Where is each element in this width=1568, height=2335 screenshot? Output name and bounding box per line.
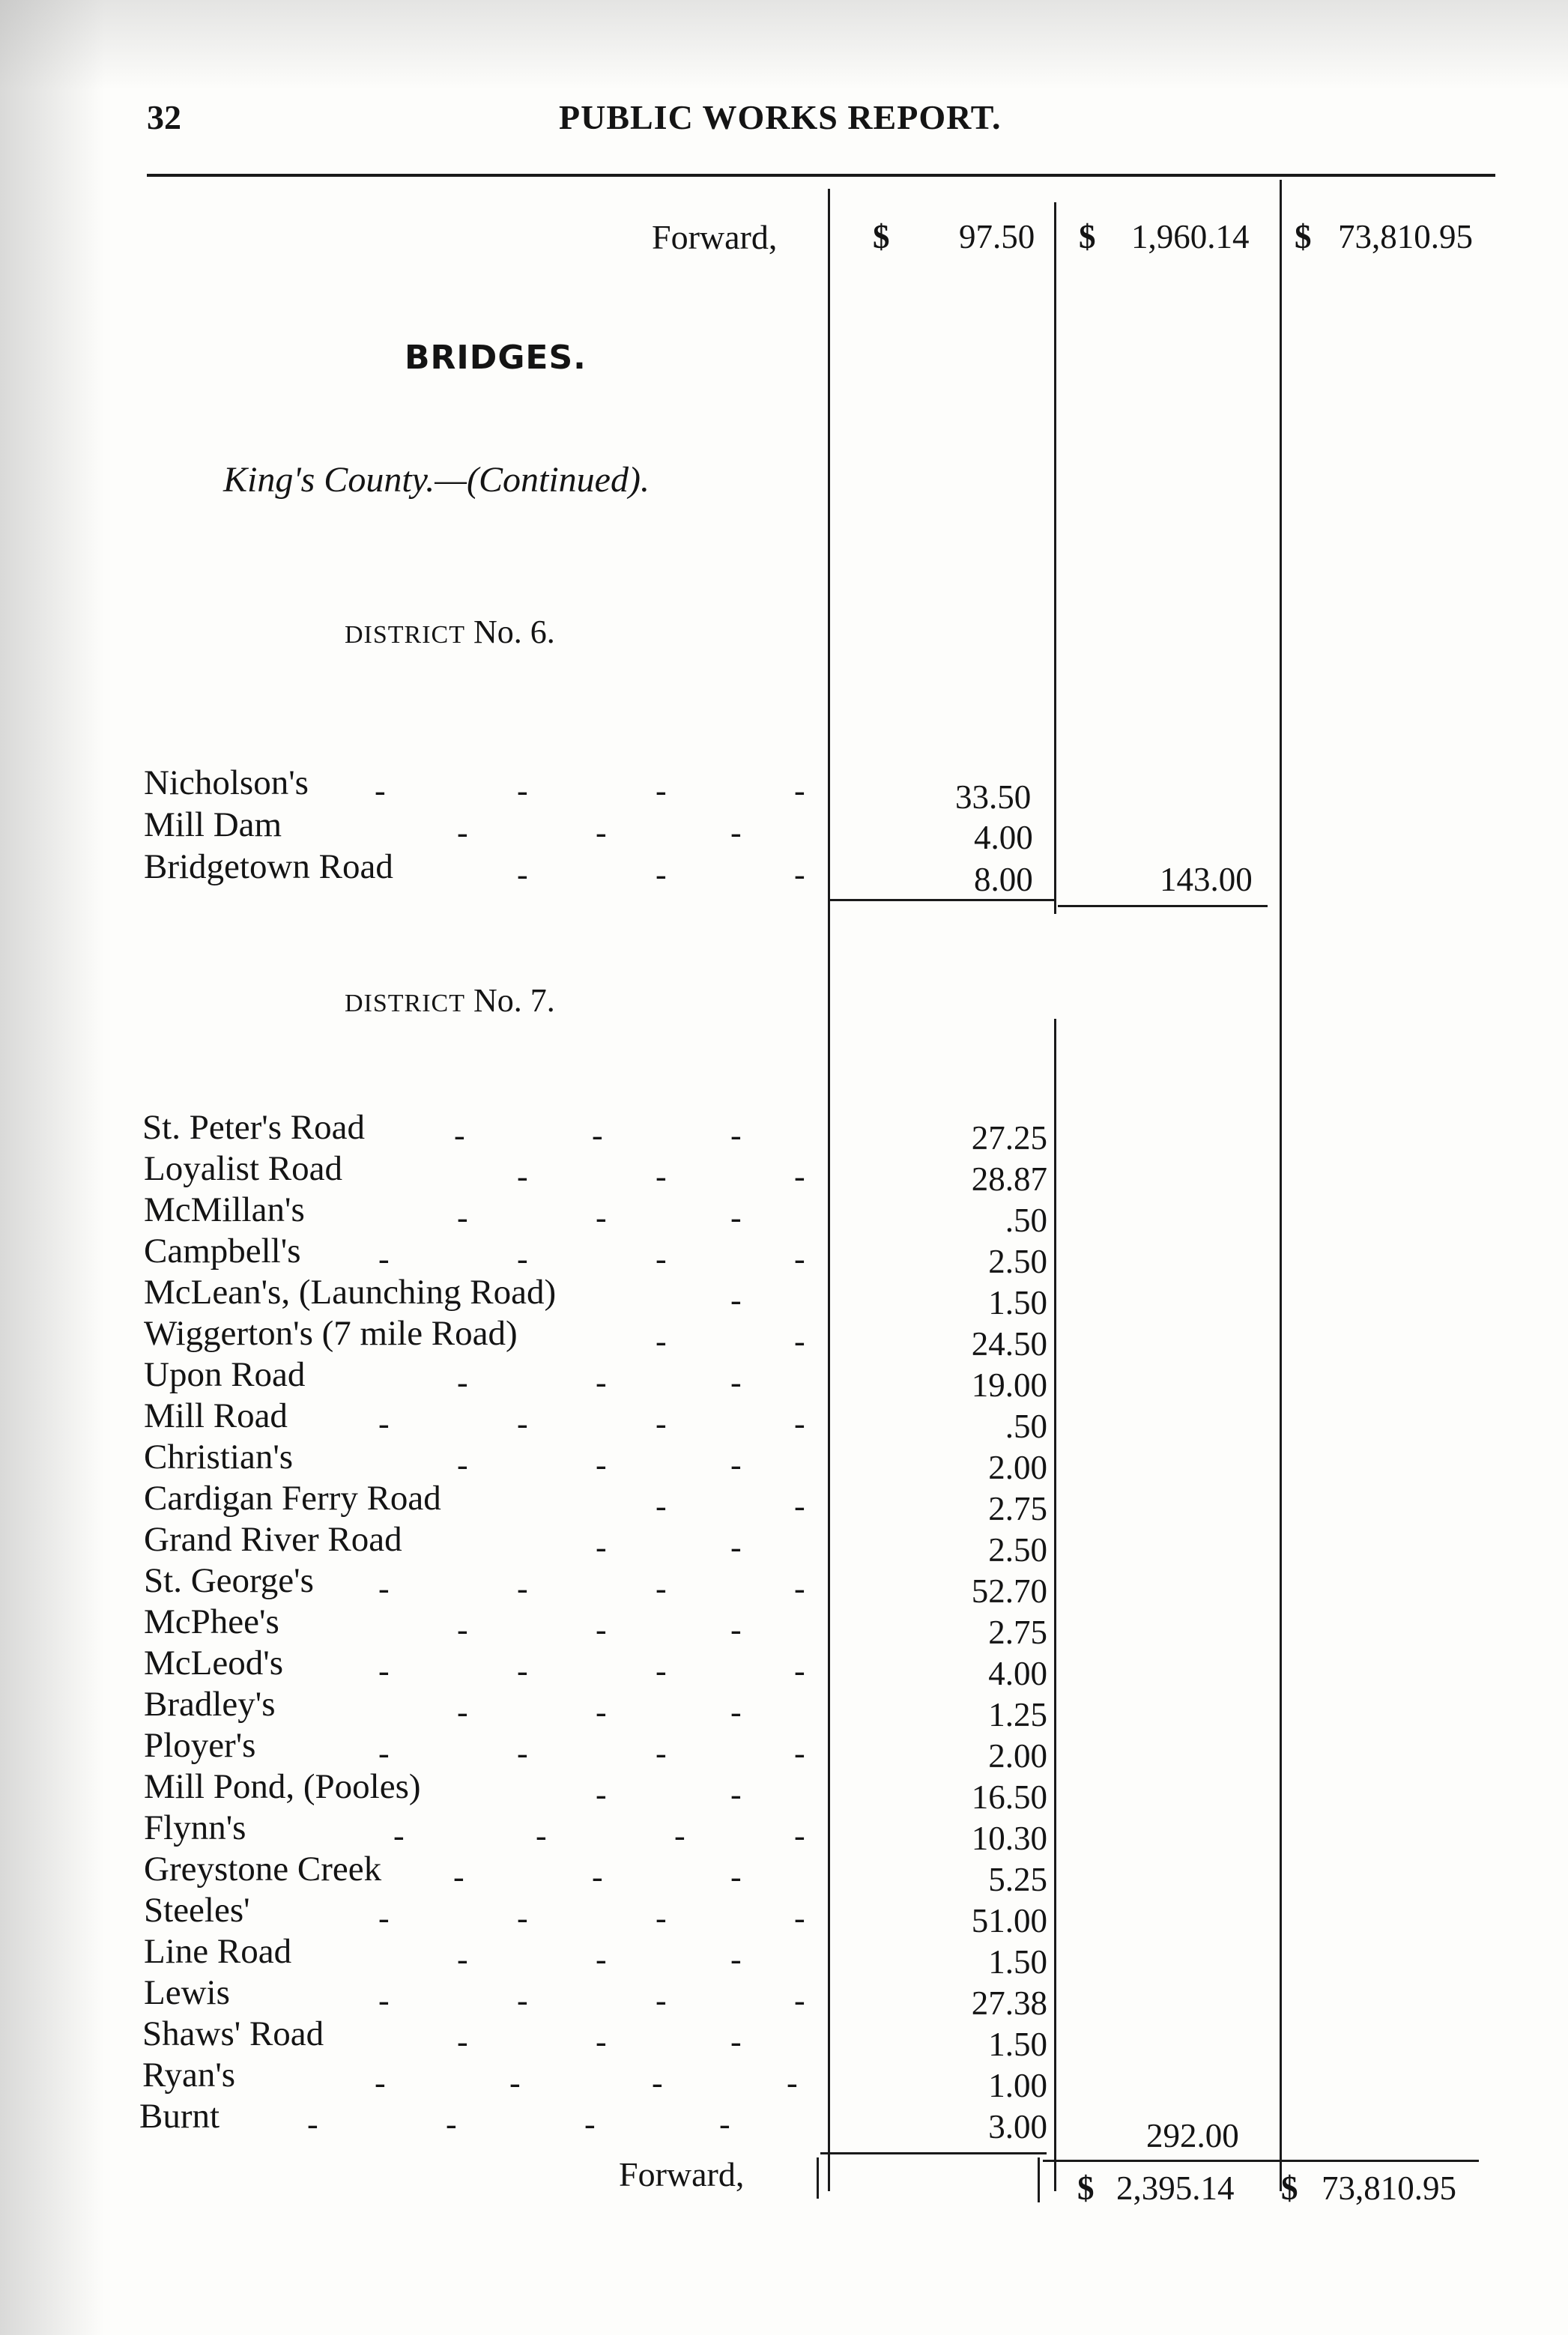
subsection-heading: King's County.—(Continued). — [223, 460, 650, 500]
item-amount: 24.50 — [971, 1325, 1047, 1363]
leader-dash: - — [794, 1817, 805, 1854]
item-amount: 1.00 — [988, 2067, 1047, 2104]
leader-dash: - — [453, 1859, 464, 1895]
leader-dash: - — [656, 1982, 667, 2019]
column-rule-2c — [1038, 2157, 1040, 2202]
scan-shadow — [0, 0, 105, 2335]
item-name: Cardigan Ferry Road — [144, 1479, 441, 1518]
item-name: McMillan's — [144, 1190, 305, 1229]
leader-dash: - — [517, 1158, 528, 1195]
item-name: Bradley's — [144, 1685, 276, 1724]
leader-dash: - — [378, 1405, 390, 1442]
leader-dash: - — [794, 1570, 805, 1607]
item-amount: 2.00 — [988, 1449, 1047, 1486]
forward-col2-value: 1,960.14 — [1131, 218, 1250, 255]
district-6-heading — [345, 613, 555, 651]
subtotal-rule — [1058, 905, 1268, 907]
item-name: Grand River Road — [144, 1520, 402, 1559]
leader-dash: - — [517, 856, 528, 893]
item-amount: 5.25 — [988, 1861, 1047, 1898]
item-amount: .50 — [1005, 1202, 1047, 1239]
column-rule-3 — [1280, 180, 1282, 2191]
district-label: DISTRICT — [345, 621, 465, 649]
item-name: Wiggerton's (7 mile Road) — [144, 1314, 518, 1353]
leader-dash: - — [730, 1199, 742, 1236]
leader-dash: - — [656, 1323, 667, 1360]
leader-dash: - — [375, 2065, 386, 2101]
leader-dash: - — [457, 1611, 468, 1648]
leader-dash: - — [730, 1447, 742, 1483]
leader-dash: - — [730, 1694, 742, 1730]
item-amount: 2.50 — [988, 1243, 1047, 1280]
leader-dash: - — [592, 1859, 603, 1895]
item-amount: 10.30 — [971, 1820, 1047, 1857]
item-amount: 52.70 — [971, 1572, 1047, 1610]
item-name: Upon Road — [144, 1355, 306, 1394]
leader-dash: - — [375, 772, 386, 809]
item-name: Loyalist Road — [144, 1149, 342, 1188]
dollar-sign: $ — [1079, 218, 1096, 255]
leader-dash: - — [674, 1817, 685, 1854]
item-amount: 1.50 — [988, 2026, 1047, 2063]
leader-dash: - — [509, 2065, 521, 2101]
leader-dash: - — [787, 2065, 798, 2101]
subtotal-rule — [1283, 2160, 1479, 2162]
item-name: Burnt — [139, 2097, 220, 2136]
leader-dash: - — [794, 1241, 805, 1277]
leader-dash: - — [517, 1405, 528, 1442]
dollar-sign: $ — [1281, 2169, 1298, 2207]
subtotal-rule — [820, 2152, 1047, 2154]
item-amount: 16.50 — [971, 1778, 1047, 1816]
leader-dash: - — [730, 1529, 742, 1566]
leader-dash: - — [656, 1488, 667, 1524]
item-name: Flynn's — [144, 1808, 246, 1847]
leader-dash: - — [596, 1447, 607, 1483]
leader-dash: - — [457, 814, 468, 851]
leader-dash: - — [517, 1570, 528, 1607]
dollar-sign: $ — [1077, 2169, 1095, 2207]
leader-dash: - — [378, 1570, 390, 1607]
leader-dash: - — [730, 1859, 742, 1895]
leader-dash: - — [457, 1941, 468, 1978]
leader-dash: - — [517, 1735, 528, 1772]
leader-dash: - — [596, 2023, 607, 2060]
column-rule-2b — [1054, 1019, 1056, 2191]
item-amount: 2.75 — [988, 1490, 1047, 1527]
forward-bottom-col3-value: 73,810.95 — [1322, 2169, 1456, 2207]
leader-dash: - — [794, 772, 805, 809]
item-amount: 4.00 — [974, 819, 1033, 856]
item-name: Mill Pond, (Pooles) — [144, 1767, 421, 1806]
leader-dash: - — [517, 1900, 528, 1936]
subtotal-rule — [1043, 2160, 1283, 2162]
forward-label-top: Forward, — [652, 218, 778, 256]
leader-dash: - — [656, 1405, 667, 1442]
leader-dash: - — [517, 772, 528, 809]
leader-dash: - — [457, 2023, 468, 2060]
leader-dash: - — [378, 1735, 390, 1772]
page-number: 32 — [147, 98, 181, 136]
item-amount: 33.50 — [955, 778, 1032, 816]
item-amount: 8.00 — [974, 861, 1033, 898]
item-name: Ployer's — [144, 1726, 256, 1765]
item-amount: 28.87 — [971, 1160, 1047, 1198]
leader-dash: - — [656, 772, 667, 809]
section-heading: BRIDGES. — [405, 339, 587, 377]
leader-dash: - — [378, 1900, 390, 1936]
leader-dash: - — [457, 1694, 468, 1730]
leader-dash: - — [652, 2065, 663, 2101]
item-name: McPhee's — [144, 1602, 279, 1641]
leader-dash: - — [730, 1941, 742, 1978]
item-name: McLeod's — [144, 1644, 283, 1683]
item-amount: 27.38 — [971, 1984, 1047, 2022]
leader-dash: - — [517, 1241, 528, 1277]
leader-dash: - — [596, 1529, 607, 1566]
leader-dash: - — [656, 1158, 667, 1195]
dollar-sign: $ — [1295, 218, 1312, 255]
leader-dash: - — [517, 1982, 528, 2019]
district-7-subtotal: 292.00 — [1146, 2117, 1239, 2154]
leader-dash: - — [457, 1364, 468, 1401]
leader-dash: - — [592, 1117, 603, 1154]
item-name: Mill Dam — [144, 805, 282, 844]
leader-dash: - — [378, 1653, 390, 1689]
leader-dash: - — [596, 1776, 607, 1813]
item-name: Lewis — [144, 1973, 230, 2012]
item-amount: 1.25 — [988, 1696, 1047, 1733]
item-name: Christian's — [144, 1438, 294, 1477]
leader-dash: - — [596, 1941, 607, 1978]
leader-dash: - — [457, 1447, 468, 1483]
leader-dash: - — [446, 2106, 457, 2142]
leader-dash: - — [794, 856, 805, 893]
leader-dash: - — [794, 1405, 805, 1442]
leader-dash: - — [307, 2106, 318, 2142]
item-name: McLean's, (Launching Road) — [144, 1273, 557, 1312]
leader-dash: - — [656, 1653, 667, 1689]
leader-dash: - — [794, 1158, 805, 1195]
leader-dash: - — [584, 2106, 596, 2142]
leader-dash: - — [596, 1611, 607, 1648]
leader-dash: - — [794, 1982, 805, 2019]
item-name: Shaws' Road — [142, 2014, 324, 2053]
leader-dash: - — [656, 1570, 667, 1607]
item-name: Nicholson's — [144, 763, 309, 802]
district-number: No. 6. — [473, 614, 555, 650]
leader-dash: - — [730, 1282, 742, 1318]
dollar-sign: $ — [873, 218, 890, 255]
item-amount: 2.50 — [988, 1531, 1047, 1569]
item-amount: 51.00 — [971, 1902, 1047, 1939]
page-title: PUBLIC WORKS REPORT. — [559, 98, 1002, 136]
item-name: Steeles' — [144, 1891, 250, 1930]
leader-dash: - — [536, 1817, 547, 1854]
item-amount: 3.00 — [988, 2108, 1047, 2145]
column-rule-1c — [817, 2157, 819, 2199]
item-amount: 27.25 — [971, 1119, 1047, 1157]
item-amount: 2.75 — [988, 1614, 1047, 1651]
leader-dash: - — [730, 1364, 742, 1401]
item-name: Campbell's — [144, 1232, 301, 1271]
leader-dash: - — [794, 1488, 805, 1524]
leader-dash: - — [596, 1694, 607, 1730]
item-amount: 19.00 — [971, 1366, 1047, 1404]
district-label: DISTRICT — [345, 990, 465, 1017]
item-name: Ryan's — [142, 2056, 236, 2095]
leader-dash: - — [656, 856, 667, 893]
leader-dash: - — [730, 1776, 742, 1813]
forward-col3-value: 73,810.95 — [1338, 218, 1473, 255]
leader-dash: - — [730, 814, 742, 851]
leader-dash: - — [596, 1364, 607, 1401]
item-amount: 2.00 — [988, 1737, 1047, 1775]
item-amount: 4.00 — [988, 1655, 1047, 1692]
leader-dash: - — [794, 1653, 805, 1689]
header-rule — [147, 174, 1495, 177]
column-rule-1 — [828, 189, 830, 1125]
district-number: No. 7. — [473, 982, 555, 1019]
item-name: Line Road — [144, 1932, 292, 1971]
forward-col1-value: 97.50 — [959, 218, 1035, 255]
item-name: St. George's — [144, 1561, 314, 1600]
column-rule-2 — [1054, 202, 1056, 914]
leader-dash: - — [656, 1900, 667, 1936]
leader-dash: - — [794, 1735, 805, 1772]
item-amount: .50 — [1005, 1408, 1047, 1445]
leader-dash: - — [794, 1900, 805, 1936]
column-rule-1b — [828, 1019, 830, 2191]
district-6-subtotal: 143.00 — [1160, 861, 1253, 898]
scan-shadow-top — [0, 0, 1568, 90]
leader-dash: - — [457, 1199, 468, 1236]
subtotal-rule — [830, 899, 1055, 901]
leader-dash: - — [393, 1817, 405, 1854]
leader-dash: - — [730, 1117, 742, 1154]
item-name: Mill Road — [144, 1396, 288, 1435]
leader-dash: - — [378, 1241, 390, 1277]
leader-dash: - — [794, 1323, 805, 1360]
item-amount: 1.50 — [988, 1943, 1047, 1981]
leader-dash: - — [596, 814, 607, 851]
item-amount: 1.50 — [988, 1284, 1047, 1321]
leader-dash: - — [454, 1117, 465, 1154]
leader-dash: - — [656, 1735, 667, 1772]
forward-bottom-col2-value: 2,395.14 — [1116, 2169, 1235, 2207]
item-name: St. Peter's Road — [142, 1108, 365, 1147]
leader-dash: - — [378, 1982, 390, 2019]
leader-dash: - — [730, 1611, 742, 1648]
leader-dash: - — [517, 1653, 528, 1689]
leader-dash: - — [719, 2106, 730, 2142]
district-7-heading — [345, 981, 555, 1020]
leader-dash: - — [596, 1199, 607, 1236]
item-name: Greystone Creek — [144, 1850, 382, 1889]
leader-dash: - — [656, 1241, 667, 1277]
leader-dash: - — [730, 2023, 742, 2060]
item-name: Bridgetown Road — [144, 847, 393, 886]
forward-label-bottom: Forward, — [619, 2155, 745, 2193]
